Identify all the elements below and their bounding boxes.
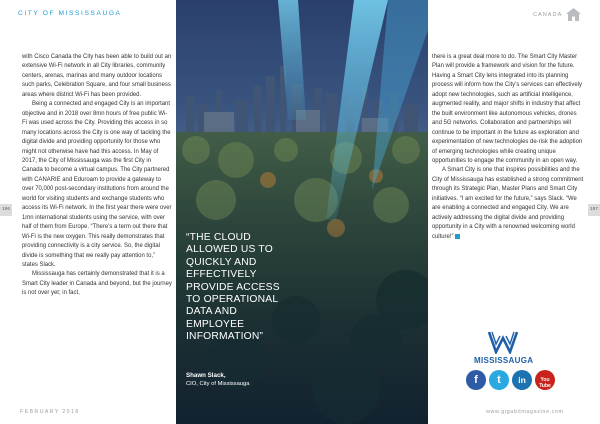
issue-date: FEBRUARY 2018: [20, 409, 80, 415]
left-paragraph-3: Mississauga has certainly demonstrated that it is a Smart City leader in Canada and beyond, but the journey is not over yet; in fact,: [22, 271, 172, 297]
right-paragraph-2-text: A Smart City is one that inspires possibilities and the City of Mississauga has established a strong commitment through its Strategic Plan, Master Plans and Smart City initiatives. “I am excited for the future,” says Slack. “We are enabling a connected and engaged City. We are actively addressing the digital divide and providing opportunity in a City with a renowned welcoming world culture!”: [432, 167, 584, 240]
right-text-column: [432, 53, 584, 242]
mississauga-logo-icon[interactable]: [488, 330, 518, 354]
article-end-mark: [455, 234, 460, 239]
right-paragraph-2: [432, 166, 584, 242]
page-number-left: 196: [0, 204, 12, 216]
city-photo-graphic: [176, 0, 428, 424]
linkedin-glyph: in: [518, 375, 526, 385]
facebook-icon[interactable]: [466, 370, 486, 390]
youtube-glyph: You Tube: [539, 377, 551, 389]
city-skyline-photo: [176, 0, 428, 424]
home-icon[interactable]: [566, 8, 581, 21]
linkedin-icon[interactable]: [512, 370, 532, 390]
section-title: CITY OF MISSISSAUGA: [18, 10, 122, 17]
pull-quote: “THE CLOUD ALLOWED US TO QUICKLY AND EFFECTIVELY PROVIDE ACCESS TO OPERATIONAL DATA AND EMPLOYEE INFORMATION”: [186, 232, 280, 343]
quote-author: Shawn Slack,: [186, 372, 226, 379]
facebook-glyph: f: [474, 374, 478, 386]
region-label: CANADA: [533, 12, 563, 18]
twitter-icon[interactable]: [489, 370, 509, 390]
quote-author-role: CIO, City of Mississauga: [186, 381, 250, 387]
youtube-icon[interactable]: [535, 370, 555, 390]
left-paragraph-1: with Cisco Canada the City has been able to build out an extensive Wi-Fi network in all City libraries, community centers, arenas, marinas and many outdoor locations such parks, Celebration Square, and four small business areas where district Wi-Fi has been provided.: [22, 54, 172, 98]
magazine-url[interactable]: www.gigabitmagazine.com: [486, 409, 564, 415]
right-paragraph-1: there is a great deal more to do. The Smart City Master Plan will provide a framework and vision for the future. Having a Smart City lens integrated into its planning process will inform how the City’s services can effectively adopt new technologies, such as artificial intelligence, augmented reality, and major shifts in industry that affect the built environment like autonomous vehicles, drones and 5G networks. Collaboration and partnerships will continue to be important in the future as exploration and experimentation of new technologies de-risk the adoption of emerging technologies while creating unique opportunities to engage the community in an open way.: [432, 54, 583, 164]
page-number-right: 197: [588, 204, 600, 216]
twitter-glyph: t: [497, 374, 501, 386]
mississauga-wordmark: MISSISSAUGA: [474, 356, 534, 365]
left-text-column: [22, 53, 172, 299]
left-paragraph-2: Being a connected and engaged City is an important objective and in 2018 over 8mn hours of free public Wi-Fi was used across the City. Providing this access in so many locations across the City is one way of tackling the digital divide and providing opportunity for those who might not otherwise have had this access. In May of 2017, the City of Mississauga was the first City in Canada to become a virtual campus. The City partnered with CANARIE and Eduroam to provide a gateway to over 70,000 post-secondary institutions from around the world for visiting students and exchange students who access its Wi-Fi network. In the first year there were over 1mn international students using the service, with over half of them from Europe. “There’s a term out there that Wi-Fi is the new oxygen. This really demonstrates that providing connectivity is a city service. So, the digital divide is something that we really pay attention to,” states Slack.: [22, 101, 172, 268]
